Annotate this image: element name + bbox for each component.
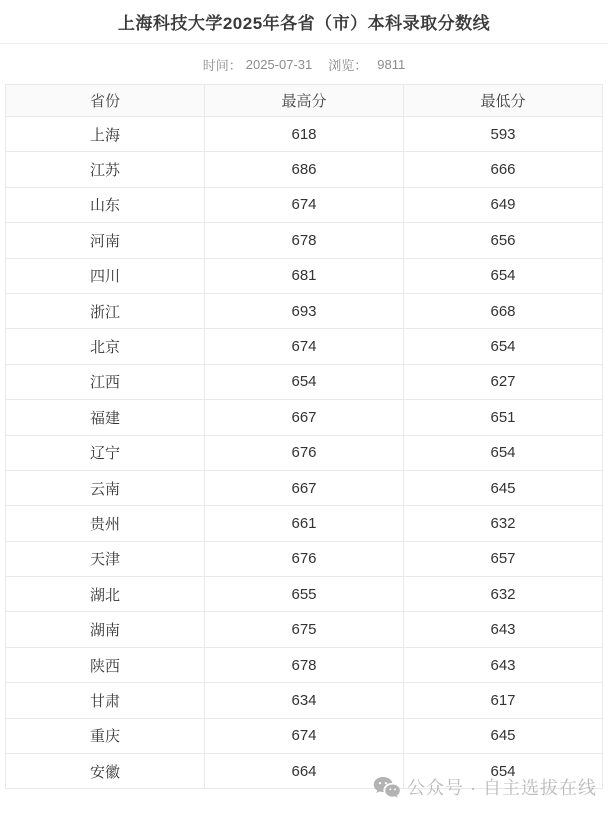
min-score-cell: 649	[404, 187, 603, 222]
max-score-cell: 678	[205, 647, 404, 682]
max-score-cell: 675	[205, 612, 404, 647]
province-cell: 上海	[6, 117, 205, 152]
table-row	[6, 293, 603, 328]
watermark-text: 公众号 · 自主选拔在线	[407, 778, 597, 798]
province-cell: 浙江	[6, 293, 205, 328]
min-score-cell: 654	[404, 329, 603, 364]
min-score-cell: 651	[404, 400, 603, 435]
min-score-cell: 654	[404, 435, 603, 470]
max-score-cell: 678	[205, 223, 404, 258]
table-row	[6, 577, 603, 612]
scores-table	[5, 84, 603, 789]
publish-time	[203, 55, 313, 74]
max-score-cell: 676	[205, 541, 404, 576]
max-score-cell: 634	[205, 683, 404, 718]
column-header-min-score: 最低分	[404, 85, 603, 117]
table-row	[6, 117, 603, 152]
table-row	[6, 223, 603, 258]
province-cell: 福建	[6, 400, 205, 435]
min-score-cell: 643	[404, 612, 603, 647]
min-score-cell: 645	[404, 718, 603, 753]
province-cell: 河南	[6, 223, 205, 258]
min-score-cell: 657	[404, 541, 603, 576]
table-row	[6, 152, 603, 187]
max-score-cell: 654	[205, 364, 404, 399]
table-row	[6, 612, 603, 647]
max-score-cell: 664	[205, 754, 404, 789]
max-score-cell: 667	[205, 470, 404, 505]
province-cell: 辽宁	[6, 435, 205, 470]
table-row	[6, 506, 603, 541]
min-score-cell: 654	[404, 258, 603, 293]
page-header	[0, 0, 608, 44]
max-score-cell: 681	[205, 258, 404, 293]
province-cell: 安徽	[6, 754, 205, 789]
table-row	[6, 364, 603, 399]
scores-table-container	[5, 84, 603, 789]
publish-time-label: 时间：	[202, 57, 242, 73]
province-cell: 陕西	[6, 647, 205, 682]
province-cell: 江苏	[6, 152, 205, 187]
min-score-cell: 632	[404, 577, 603, 612]
min-score-cell: 617	[404, 683, 603, 718]
min-score-cell: 656	[404, 223, 603, 258]
max-score-cell: 661	[205, 506, 404, 541]
max-score-cell: 667	[205, 400, 404, 435]
province-cell: 贵州	[6, 506, 205, 541]
province-cell: 湖北	[6, 577, 205, 612]
max-score-cell: 674	[205, 718, 404, 753]
page-title: 上海科技大学2025年各省（市）本科录取分数线	[117, 14, 491, 33]
column-header-max-score: 最高分	[205, 85, 404, 117]
max-score-cell: 676	[205, 435, 404, 470]
min-score-cell: 654	[404, 754, 603, 789]
table-row	[6, 187, 603, 222]
table-row	[6, 541, 603, 576]
province-cell: 重庆	[6, 718, 205, 753]
min-score-cell: 645	[404, 470, 603, 505]
min-score-cell: 643	[404, 647, 603, 682]
view-count-value: 9811	[377, 56, 406, 72]
province-cell: 北京	[6, 329, 205, 364]
table-row	[6, 435, 603, 470]
province-cell: 江西	[6, 364, 205, 399]
province-cell: 天津	[6, 541, 205, 576]
meta-bar	[0, 44, 608, 84]
view-count-label: 浏览：	[328, 57, 368, 73]
max-score-cell: 693	[205, 293, 404, 328]
table-row	[6, 754, 603, 789]
min-score-cell: 627	[404, 364, 603, 399]
province-cell: 云南	[6, 470, 205, 505]
table-row	[6, 470, 603, 505]
view-count	[328, 55, 405, 74]
table-row	[6, 329, 603, 364]
max-score-cell: 655	[205, 577, 404, 612]
max-score-cell: 674	[205, 187, 404, 222]
min-score-cell: 668	[404, 293, 603, 328]
province-cell: 山东	[6, 187, 205, 222]
table-body	[6, 117, 603, 789]
max-score-cell: 686	[205, 152, 404, 187]
column-header-province: 省份	[6, 85, 205, 117]
publish-time-value: 2025-07-31	[245, 56, 313, 72]
table-row	[6, 718, 603, 753]
table-header-row	[6, 85, 603, 117]
table-row	[6, 647, 603, 682]
min-score-cell: 666	[404, 152, 603, 187]
province-cell: 甘肃	[6, 683, 205, 718]
min-score-cell: 632	[404, 506, 603, 541]
min-score-cell: 593	[404, 117, 603, 152]
province-cell: 湖南	[6, 612, 205, 647]
province-cell: 四川	[6, 258, 205, 293]
table-row	[6, 683, 603, 718]
max-score-cell: 618	[205, 117, 404, 152]
max-score-cell: 674	[205, 329, 404, 364]
table-row	[6, 258, 603, 293]
table-row	[6, 400, 603, 435]
